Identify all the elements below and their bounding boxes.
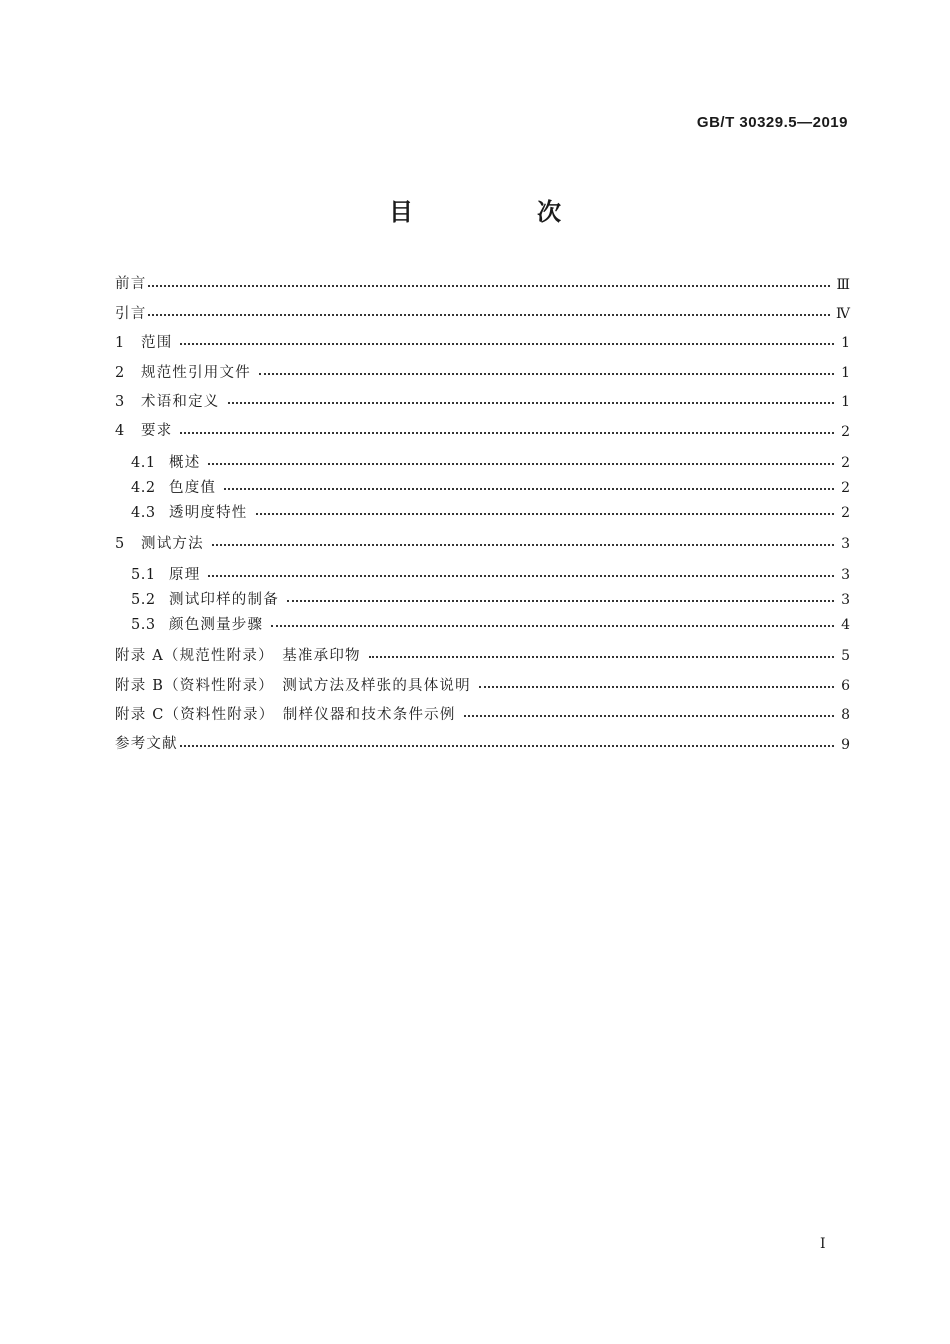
toc-leader-dots — [180, 432, 834, 434]
toc-entry-label: 附录 C（资料性附录） 制样仪器和技术条件示例 — [115, 706, 456, 723]
toc-entry-page: 1 — [841, 364, 850, 381]
toc-entry-chromaticity[interactable] — [115, 475, 850, 500]
toc-leader-dots — [180, 343, 834, 345]
toc-entry-label: 附录 B（资料性附录） 测试方法及样张的具体说明 — [115, 677, 471, 694]
toc-leader-dots — [287, 600, 834, 602]
toc-entry-page: 1 — [841, 335, 850, 352]
toc-entry-terms-definitions[interactable] — [115, 388, 850, 417]
toc-entry-label: 前言 — [115, 276, 147, 293]
toc-entry-foreword[interactable] — [115, 270, 850, 299]
toc-entry-page: 2 — [841, 504, 850, 521]
page-number: Ⅰ — [820, 1236, 826, 1252]
toc-entry-normative-references[interactable] — [115, 358, 850, 387]
toc-entry-introduction[interactable] — [115, 299, 850, 328]
toc-entry-page: 2 — [841, 423, 850, 440]
toc-entry-annex-b[interactable] — [115, 671, 850, 700]
toc-entry-label: 引言 — [115, 305, 147, 322]
toc-entry-general[interactable] — [115, 450, 850, 475]
toc-entry-requirements[interactable] — [115, 417, 850, 446]
toc-entry-page: 3 — [841, 536, 850, 553]
toc-entry-number: 5 — [115, 535, 125, 552]
toc-entry-annex-a[interactable] — [115, 642, 850, 671]
toc-entry-test-methods[interactable] — [115, 529, 850, 558]
toc-entry-page: Ⅲ — [836, 276, 850, 293]
toc-leader-dots — [464, 715, 834, 717]
toc-entry-number: 5.3 — [131, 616, 156, 633]
toc-entry-label: 规范性引用文件 — [141, 364, 251, 381]
toc-entry-page: 8 — [841, 707, 850, 724]
toc-leader-dots — [148, 314, 830, 316]
toc-entry-label: 透明度特性 — [169, 504, 248, 521]
toc-entry-number: 4.3 — [131, 504, 156, 521]
toc-leader-dots — [208, 575, 834, 577]
toc-entry-label: 测试印样的制备 — [169, 591, 279, 608]
toc-entry-page: 9 — [841, 736, 850, 753]
toc-entry-label: 附录 A（规范性附录） 基准承印物 — [115, 648, 361, 665]
toc-entry-page: 3 — [841, 567, 850, 584]
toc-entry-page: 4 — [841, 617, 850, 634]
toc-leader-dots — [180, 745, 834, 747]
toc-leader-dots — [228, 402, 835, 404]
toc-leader-dots — [369, 656, 834, 658]
toc-leader-dots — [256, 513, 835, 515]
toc-leader-dots — [259, 373, 834, 375]
toc-entry-page: 6 — [841, 677, 850, 694]
toc-entry-label: 参考文献 — [115, 736, 178, 753]
toc-entry-number: 4 — [115, 423, 125, 440]
toc-entry-measurement-steps[interactable] — [115, 613, 850, 638]
toc-leader-dots — [212, 544, 834, 546]
toc-entry-scope[interactable] — [115, 329, 850, 358]
standard-code: GB/T 30329.5—2019 — [696, 114, 848, 131]
toc-entry-transparency[interactable] — [115, 500, 850, 525]
toc-entry-label: 色度值 — [169, 479, 217, 496]
toc-entry-label: 颜色测量步骤 — [169, 616, 264, 633]
toc-entry-label: 概述 — [169, 454, 201, 471]
toc-entry-number: 2 — [115, 364, 125, 381]
toc-entry-label: 术语和定义 — [141, 394, 220, 410]
toc-entry-page: 2 — [841, 454, 850, 471]
toc-entry-page: 2 — [841, 479, 850, 496]
toc-entry-label: 范围 — [141, 335, 173, 352]
toc-leader-dots — [208, 463, 834, 465]
toc-entry-label: 原理 — [169, 566, 201, 583]
toc-entry-number: 3 — [115, 394, 125, 410]
toc-entry-principle[interactable] — [115, 563, 850, 588]
toc-entry-number: 5.1 — [131, 566, 156, 583]
toc-entry-label: 要求 — [141, 423, 173, 440]
toc-entry-bibliography[interactable] — [115, 730, 850, 759]
toc-leader-dots — [271, 625, 834, 627]
toc-entry-number: 1 — [115, 335, 125, 352]
toc-entry-sample-preparation[interactable] — [115, 588, 850, 613]
toc-entry-page: Ⅳ — [836, 306, 850, 323]
toc-leader-dots — [224, 488, 834, 490]
toc-leader-dots — [479, 686, 834, 688]
toc-entry-annex-c[interactable] — [115, 701, 850, 730]
toc-entry-number: 4.2 — [131, 479, 156, 496]
toc-entry-number: 4.1 — [131, 454, 156, 471]
toc-entry-page: 1 — [841, 394, 850, 411]
toc-entry-label: 测试方法 — [141, 535, 204, 552]
toc-entry-page: 5 — [841, 648, 850, 665]
toc-leader-dots — [148, 285, 830, 287]
table-of-contents — [115, 270, 850, 759]
toc-entry-number: 5.2 — [131, 591, 156, 608]
page-title: 目 次 — [389, 198, 611, 226]
toc-entry-page: 3 — [841, 592, 850, 609]
